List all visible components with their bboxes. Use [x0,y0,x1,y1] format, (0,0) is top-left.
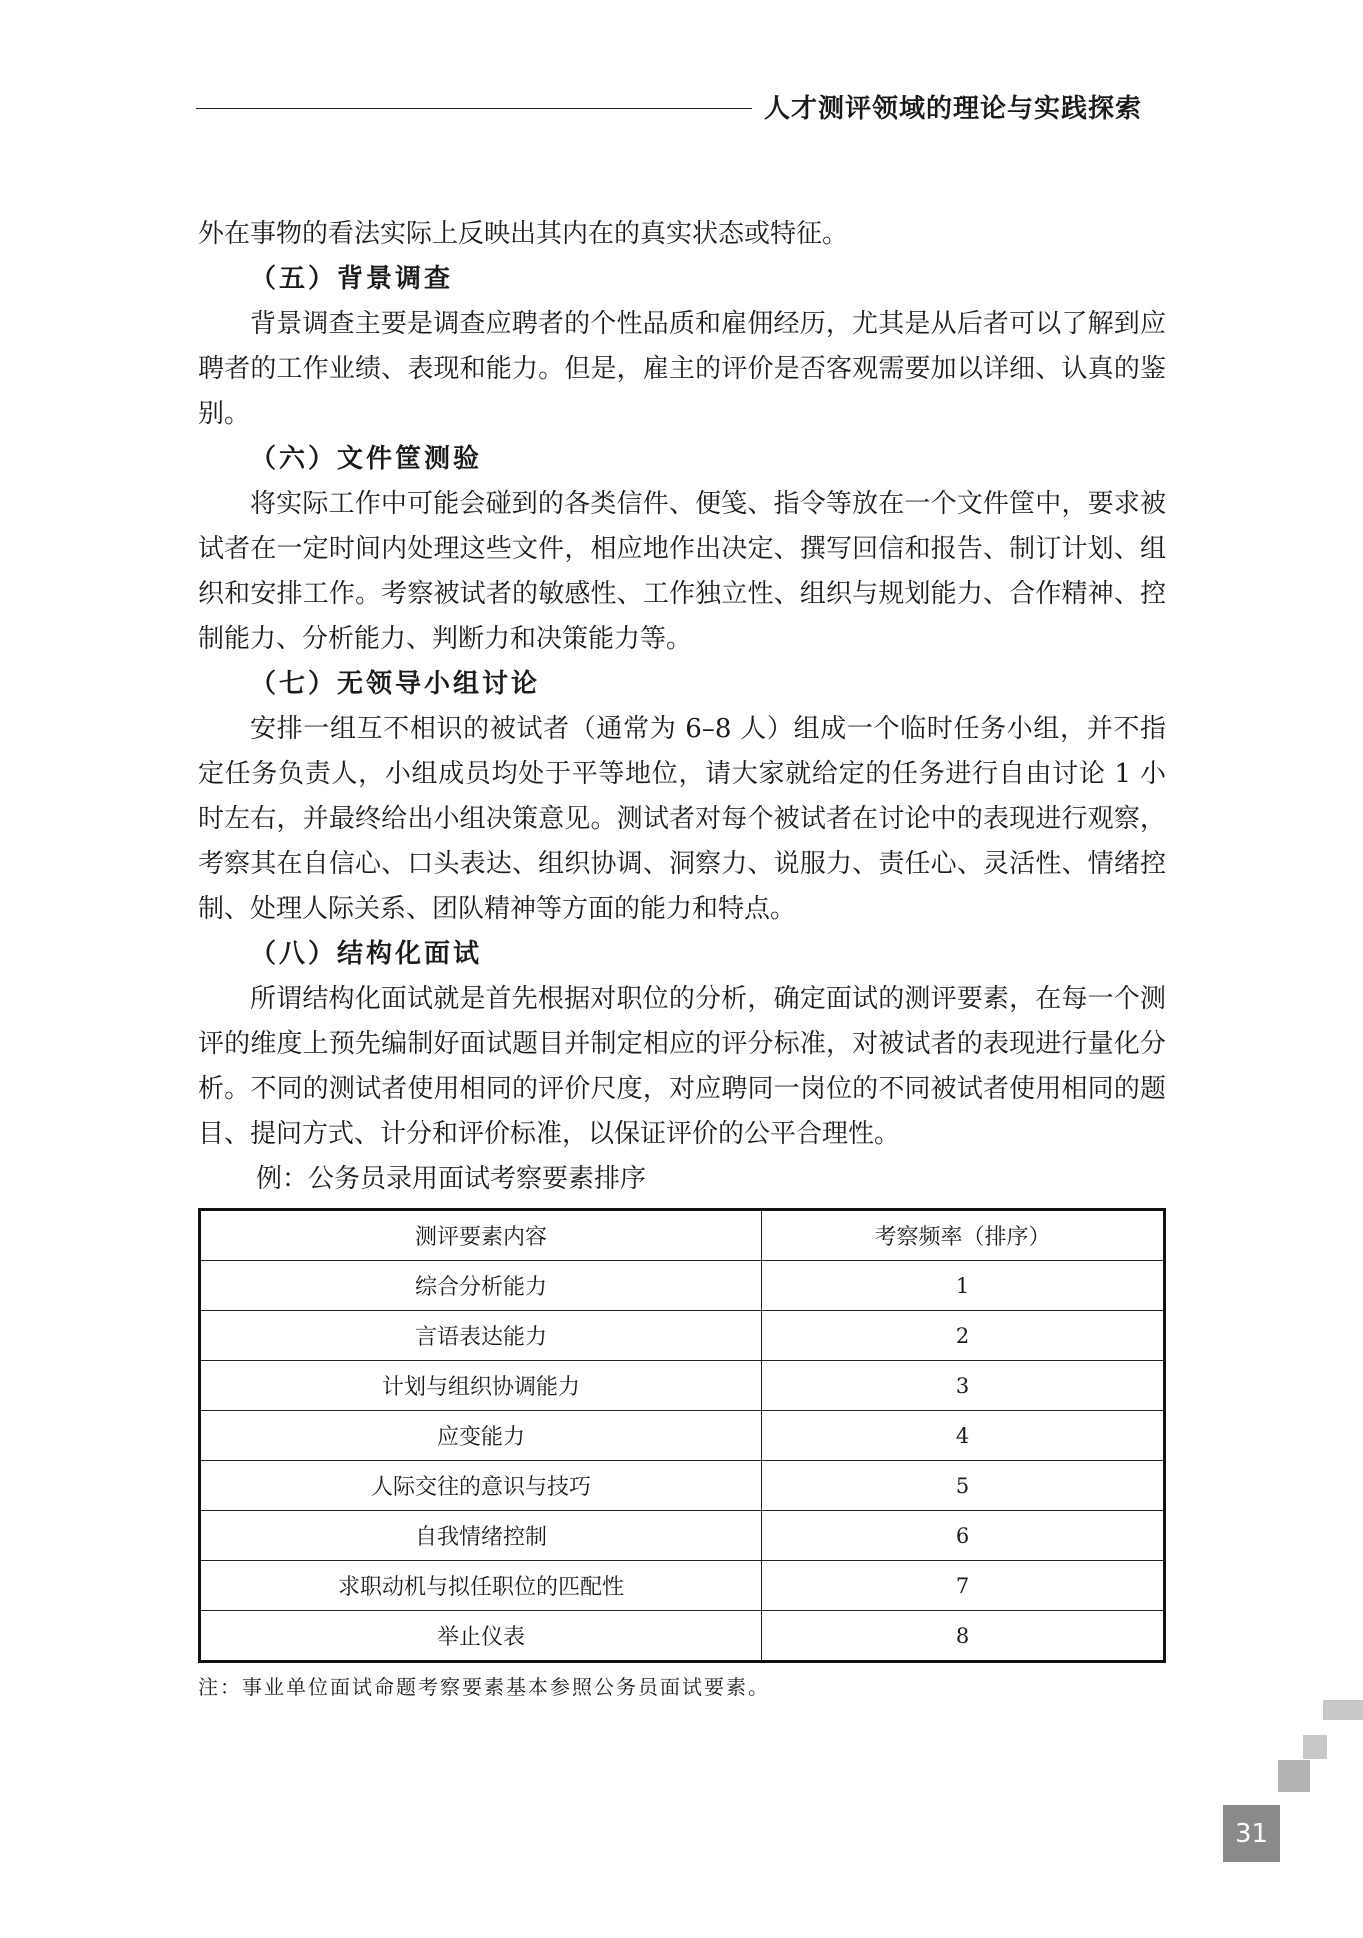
factor-cell: 自我情绪控制 [200,1511,762,1561]
rank-cell: 8 [762,1611,1165,1662]
body-paragraph: 所谓结构化面试就是首先根据对职位的分析，确定面试的测评要素，在每一个测评的维度上预先编制好面试题目并制定相应的评分标准，对被试者的表现进行量化分析。不同的测试者使用相同的评价尺度，对应聘同一岗位的不同被试者使用相同的题目、提问方式、计分和评价标准，以保证评价的公平合理性。 [198,984,1166,1149]
table-note: 注：事业单位面试命题考察要素基本参照公务员面试要素。 [198,1675,770,1699]
table-row [200,1361,1165,1411]
factor-cell: 计划与组织协调能力 [200,1361,762,1411]
table-caption: 例：公务员录用面试考察要素排序 [256,1164,647,1194]
header-rule [196,108,752,109]
factor-cell: 综合分析能力 [200,1261,762,1311]
factor-cell: 言语表达能力 [200,1311,762,1361]
running-header-title: 人才测评领域的理论与实践探索 [764,94,1143,124]
rank-cell: 1 [762,1261,1165,1311]
table-header-row [200,1210,1165,1261]
factor-cell: 应变能力 [200,1411,762,1461]
page-number: 31 [1223,1805,1280,1862]
factor-cell: 求职动机与拟任职位的匹配性 [200,1561,762,1611]
rank-cell: 6 [762,1511,1165,1561]
rank-cell: 5 [762,1461,1165,1511]
column-header-factor: 测评要素内容 [200,1210,762,1261]
table-row [200,1611,1165,1662]
corner-decoration-square [1303,1735,1327,1759]
section-heading: （六）文件筐测验 [250,444,483,474]
factor-cell: 人际交往的意识与技巧 [200,1461,762,1511]
table-body [200,1261,1165,1662]
table-row [200,1311,1165,1361]
table-row [200,1411,1165,1461]
body-text [198,212,1166,1157]
body-paragraph: 安排一组互不相识的被试者（通常为 6–8 人）组成一个临时任务小组，并不指定任务负责人，小组成员均处于平等地位，请大家就给定的任务进行自由讨论 1 小时左右，并最终给出小组决策意见。测试者对每个被试者在讨论中的表现进行观察，考察其在自信心、口头表达、组织协调、洞察力、说服力、责任心、灵活性、情绪控制、处理人际关系、团队精神等方面的能力和特点。 [198,714,1166,924]
rank-cell: 4 [762,1411,1165,1461]
page-content [198,212,1166,1705]
corner-decoration-square [1323,1700,1363,1720]
rank-cell: 2 [762,1311,1165,1361]
column-header-rank: 考察频率（排序） [762,1210,1165,1261]
factor-cell: 举止仪表 [200,1611,762,1662]
section-heading: （七）无领导小组讨论 [250,669,541,699]
corner-decoration-square [1278,1760,1310,1792]
table-row [200,1261,1165,1311]
body-paragraph: 背景调查主要是调查应聘者的个性品质和雇佣经历，尤其是从后者可以了解到应聘者的工作业绩、表现和能力。但是，雇主的评价是否客观需要加以详细、认真的鉴别。 [198,309,1166,429]
table-row [200,1461,1165,1511]
table-row [200,1511,1165,1561]
body-paragraph: 将实际工作中可能会碰到的各类信件、便笺、指令等放在一个文件筐中，要求被试者在一定时间内处理这些文件，相应地作出决定、撰写回信和报告、制订计划、组织和安排工作。考察被试者的敏感性、工作独立性、组织与规划能力、合作精神、控制能力、分析能力、判断力和决策能力等。 [198,489,1166,654]
table-row [200,1561,1165,1611]
rank-cell: 3 [762,1361,1165,1411]
section-heading: （八）结构化面试 [250,939,483,969]
section-heading: （五）背景调查 [250,264,454,294]
rank-cell: 7 [762,1561,1165,1611]
body-paragraph: 外在事物的看法实际上反映出其内在的真实状态或特征。 [198,219,849,249]
interview-factors-table [198,1208,1166,1663]
